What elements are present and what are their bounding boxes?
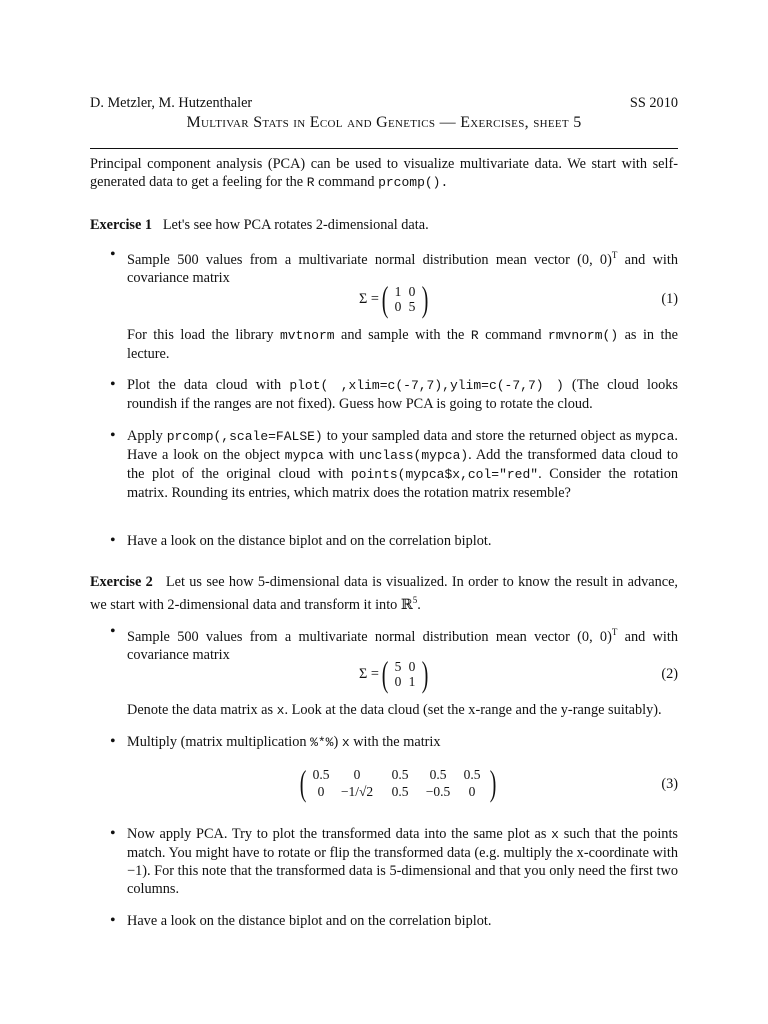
intro-paragraph: Principal component analysis (PCA) can be used to visualize multivariate data. We start with self-generated data to get a feeling for the R command prcomp().	[90, 156, 678, 190]
authors: D. Metzler, M. Hutzenthaler	[90, 95, 253, 111]
header-rule	[90, 148, 678, 149]
exercise-2-heading: Exercise 2 Let us see how 5-dimensional data is visualized. In order to know the result in advance, we start with 2-dimensional data and transform it into ℝ$^5$.	[90, 574, 678, 613]
equation-1: Σ = ( 1 0 0 5 ) (1)	[359, 279, 678, 319]
equation-3: ( 0.5 0 0.5 0.5 0.5 0 −1/√2 0.5 −0.5 0 ) (3)	[299, 763, 678, 803]
header-line	[90, 94, 678, 112]
term: SS 2010	[629, 95, 678, 111]
sheet-title: Multivar Stats in Ecol and Genetics — Exercises, sheet 5	[186, 114, 582, 131]
equation-2: Σ = ( 5 0 0 1 ) (2)	[359, 654, 678, 694]
exercise-1-heading: Exercise 1 Let's see how PCA rotates 2-dimensional data.	[90, 217, 429, 233]
